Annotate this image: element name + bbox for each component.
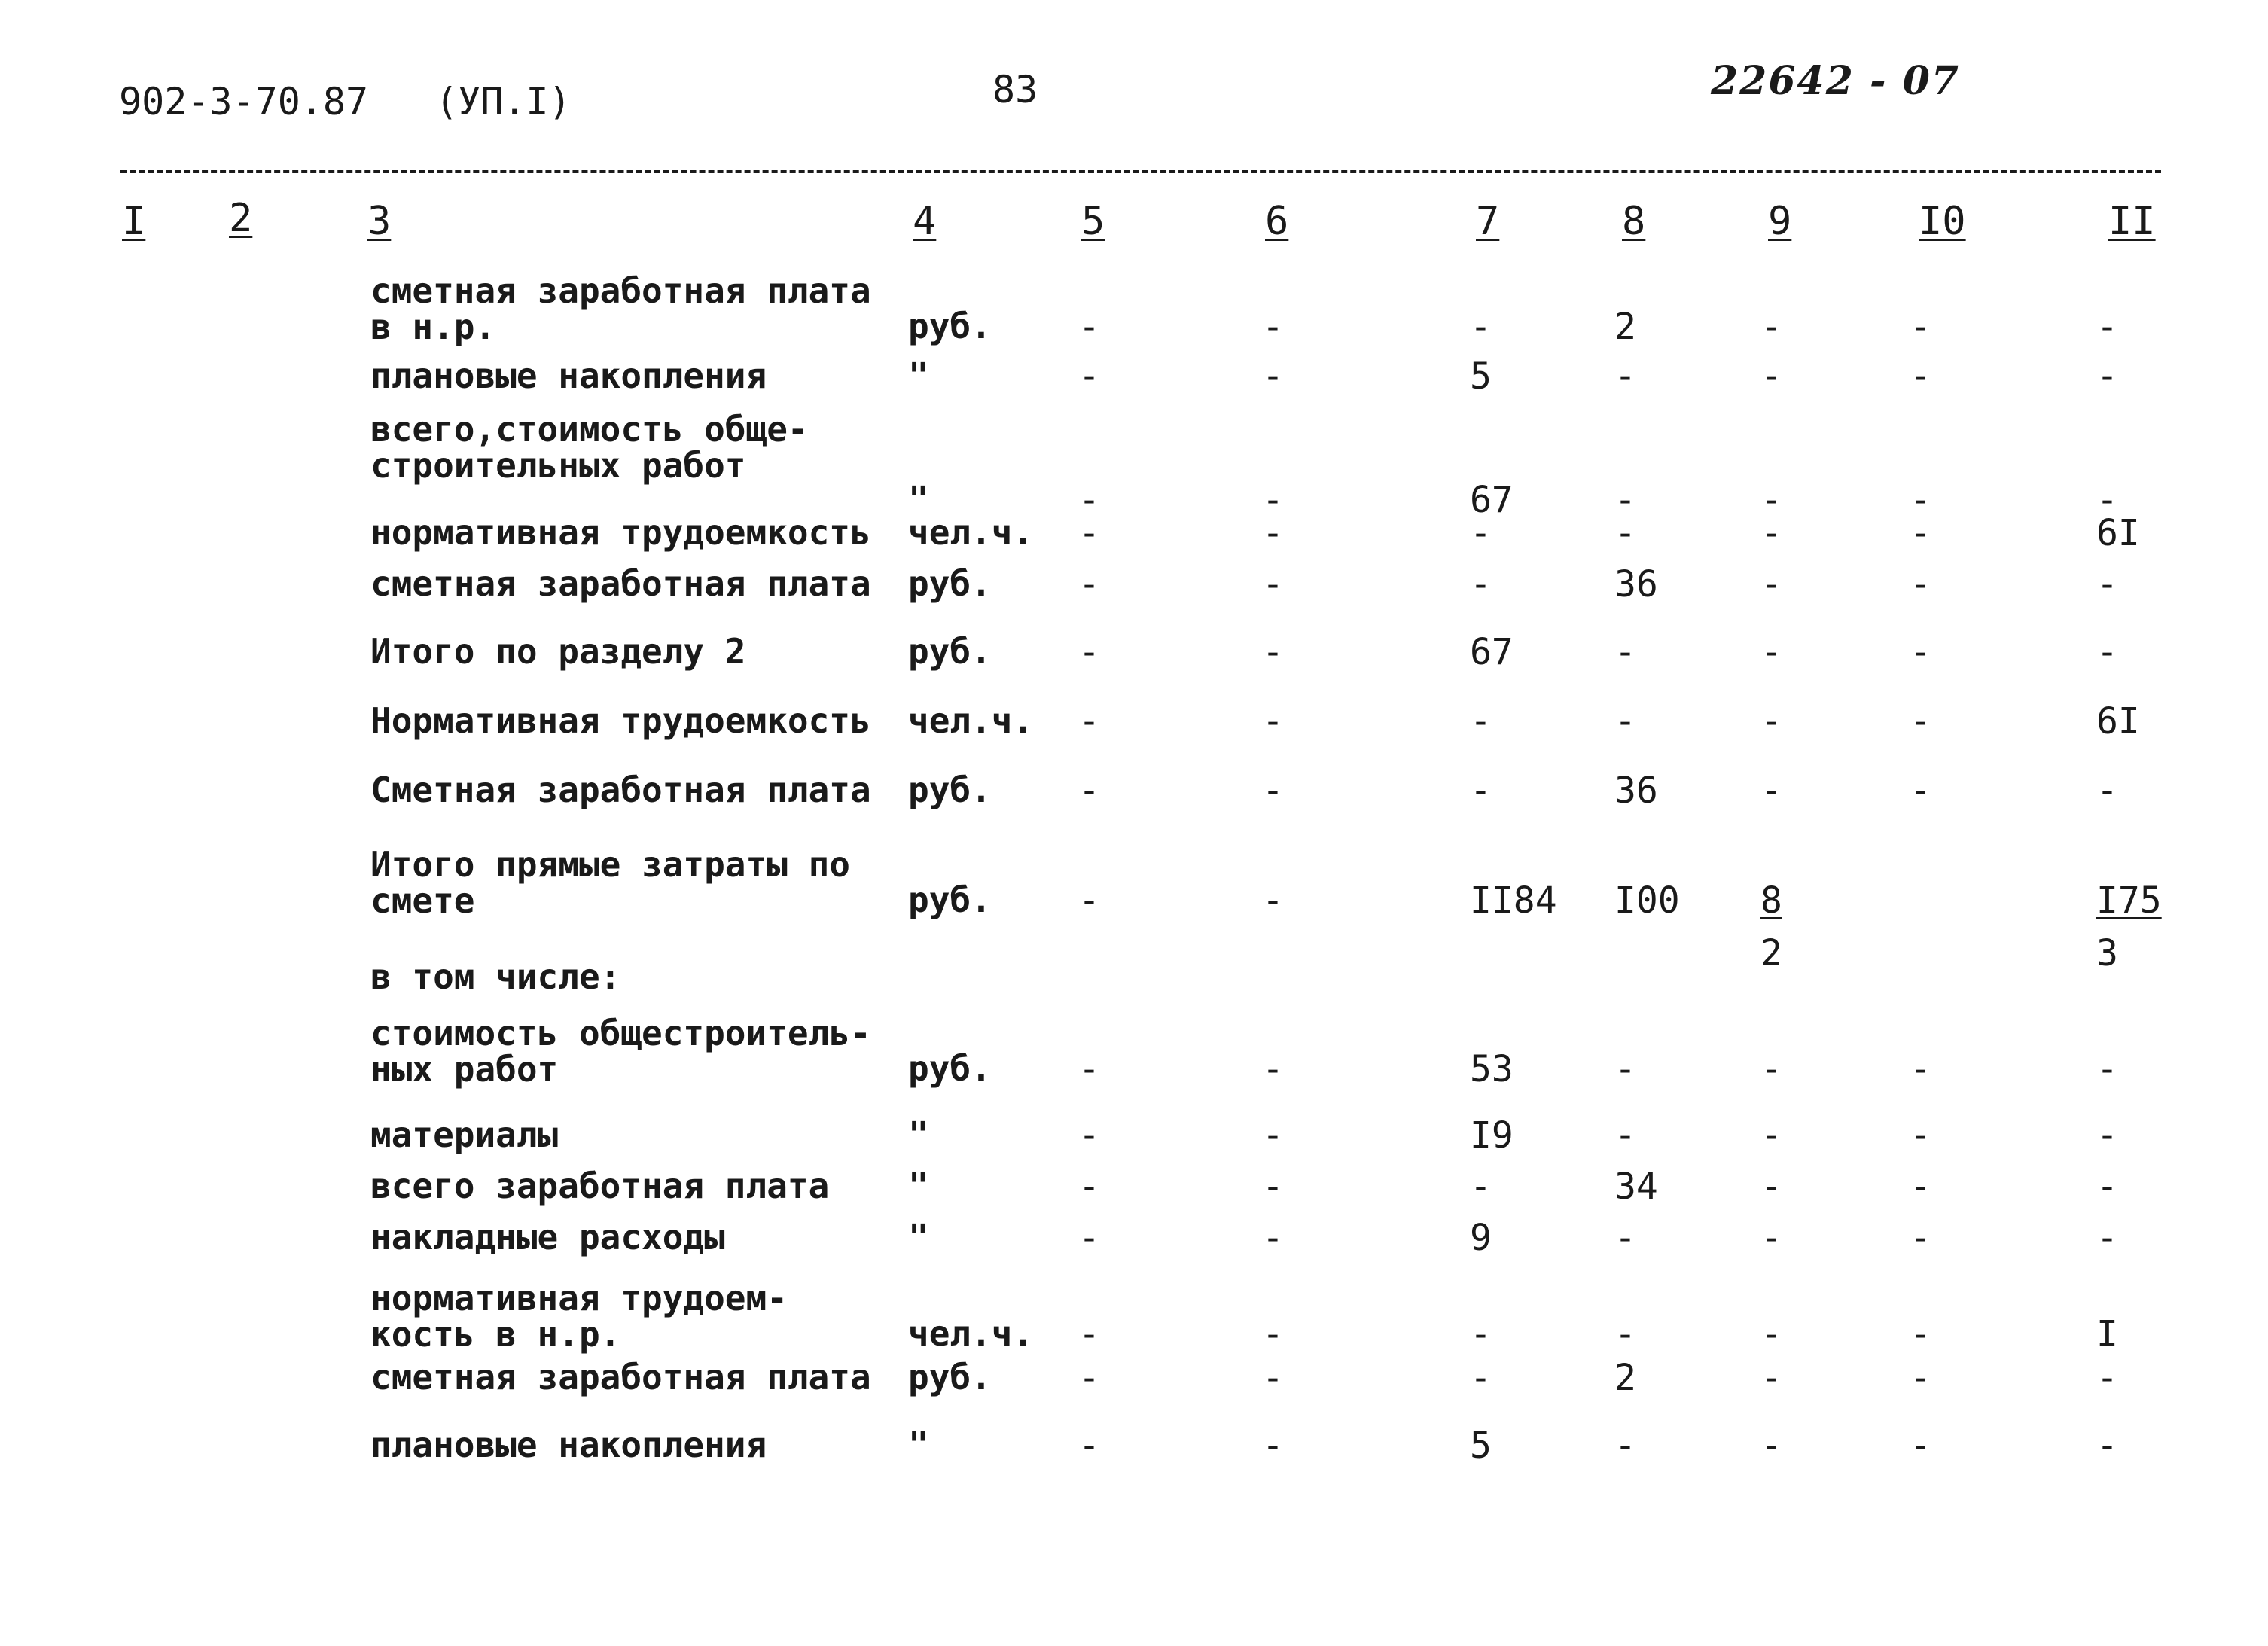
value-cell-c10: - — [1910, 479, 1931, 521]
row-label: плановые накопления — [370, 355, 767, 396]
value-cell-c5: - — [1078, 700, 1100, 742]
value-cell-c8: - — [1614, 1425, 1636, 1467]
unit-cell: руб. — [908, 306, 992, 346]
value-cell-c6: - — [1262, 1048, 1284, 1090]
value-cell-c11: - — [2096, 1357, 2118, 1399]
unit-cell: " — [908, 1425, 929, 1465]
row-label: Итого прямые затраты по смете — [370, 844, 850, 921]
value-cell-c5: - — [1078, 479, 1100, 521]
value-cell-c7: - — [1470, 700, 1492, 742]
value-cell-c8: - — [1614, 700, 1636, 742]
value-cell-c6: - — [1262, 1166, 1284, 1208]
value-cell-c10: - — [1910, 1166, 1931, 1208]
top-rule — [120, 170, 2161, 173]
value-cell-c5: - — [1078, 631, 1100, 673]
value-cell-c5: - — [1078, 306, 1100, 348]
value-cell-c6: - — [1262, 700, 1284, 742]
value-cell-c7: - — [1470, 512, 1492, 554]
value-cell-c11: - — [2096, 631, 2118, 673]
value-cell-c8: I00 — [1614, 879, 1680, 922]
value-cell-c7: 5 — [1470, 355, 1492, 398]
value-cell-c7: - — [1470, 1166, 1492, 1208]
value-cell-c8: - — [1614, 512, 1636, 554]
row-label: стоимость общестроитель- ных работ — [370, 1013, 871, 1090]
value-cell-c11: - — [2096, 1048, 2118, 1090]
value-cell-c7: - — [1470, 306, 1492, 348]
value-cell-c7: - — [1470, 1313, 1492, 1355]
row-label: Итого по разделу 2 — [370, 631, 746, 672]
row-label: нормативная трудоем- кость в н.р. — [370, 1278, 788, 1355]
value-cell-c10: - — [1910, 355, 1931, 398]
value-cell-c7: 9 — [1470, 1217, 1492, 1259]
value-cell-c8: - — [1614, 1217, 1636, 1259]
value-cell-c10: - — [1910, 512, 1931, 554]
value-cell-c8: 36 — [1614, 770, 1658, 812]
value-cell-c11: I — [2096, 1313, 2118, 1355]
unit-cell: чел.ч. — [908, 1313, 1034, 1354]
value-cell-c7: - — [1470, 1357, 1492, 1399]
value-cell-c11: - — [2096, 306, 2118, 348]
value-cell-c5: - — [1078, 1217, 1100, 1259]
unit-cell: " — [908, 1166, 929, 1206]
value-cell-c10: - — [1910, 700, 1931, 742]
value-cell-c8: - — [1614, 479, 1636, 521]
value-cell-c10: - — [1910, 1357, 1931, 1399]
value-cell-c9: - — [1760, 306, 1782, 348]
unit-cell: " — [908, 479, 929, 520]
value-cell-c6: - — [1262, 1114, 1284, 1157]
value-cell-c8: 2 — [1614, 1357, 1636, 1399]
value-cell-c8: - — [1614, 355, 1636, 398]
value-cell-c8: 34 — [1614, 1166, 1658, 1208]
column-number: 4 — [913, 199, 937, 244]
value-cell-c5: - — [1078, 1313, 1100, 1355]
value-cell-c8: - — [1614, 631, 1636, 673]
value-cell-c7: - — [1470, 563, 1492, 605]
value-cell-c9: - — [1760, 479, 1782, 521]
column-number: 6 — [1265, 199, 1289, 244]
value-cell-c9: - — [1760, 700, 1782, 742]
value-cell-c8: - — [1614, 1048, 1636, 1090]
value-cell-c6: - — [1262, 512, 1284, 554]
unit-cell: руб. — [908, 563, 992, 604]
value-cell-c6: - — [1262, 1313, 1284, 1355]
unit-cell: " — [908, 1114, 929, 1155]
value-cell-c7: 67 — [1470, 631, 1514, 673]
fraction-denominator: 2 — [1760, 932, 1782, 974]
fraction-numerator: I75 — [2096, 879, 2162, 922]
value-cell-c10: - — [1910, 563, 1931, 605]
value-cell-c8: - — [1614, 1313, 1636, 1355]
section-code: (УП.I) — [435, 80, 572, 123]
page-number: 83 — [992, 68, 1038, 111]
value-cell-c7: - — [1470, 770, 1492, 812]
value-cell-c9: - — [1760, 1166, 1782, 1208]
value-cell-c9: - — [1760, 1114, 1782, 1157]
row-label: всего,стоимость обще- строительных работ — [370, 409, 809, 486]
value-cell-c8: 2 — [1614, 306, 1636, 348]
fraction-denominator: 3 — [2096, 932, 2118, 974]
row-label: нормативная трудоемкость — [370, 512, 871, 553]
value-cell-c9: - — [1760, 563, 1782, 605]
value-cell-c7: II84 — [1470, 879, 1557, 922]
column-number: 5 — [1081, 199, 1105, 244]
value-cell-c11: - — [2096, 1217, 2118, 1259]
unit-cell: " — [908, 355, 929, 396]
row-label: в том числе: — [370, 956, 621, 997]
column-number: 8 — [1622, 199, 1646, 244]
value-cell-c7: 53 — [1470, 1048, 1514, 1090]
value-cell-c6: - — [1262, 563, 1284, 605]
value-cell-c11: - — [2096, 1166, 2118, 1208]
row-label: Нормативная трудоемкость — [370, 700, 871, 741]
value-cell-c5: - — [1078, 1357, 1100, 1399]
value-cell-c9: - — [1760, 631, 1782, 673]
value-cell-c11: - — [2096, 479, 2118, 521]
unit-cell: руб. — [908, 631, 992, 672]
row-label: накладные расходы — [370, 1217, 725, 1257]
unit-cell: руб. — [908, 879, 992, 920]
unit-cell: " — [908, 1217, 929, 1257]
value-cell-c6: - — [1262, 479, 1284, 521]
value-cell-c5: - — [1078, 879, 1100, 922]
value-cell-c9: - — [1760, 770, 1782, 812]
value-cell-c5: - — [1078, 355, 1100, 398]
value-cell-c11: - — [2096, 355, 2118, 398]
value-cell-c10: - — [1910, 1217, 1931, 1259]
row-label: сметная заработная плата в н.р. — [370, 270, 871, 347]
value-cell-c5: - — [1078, 512, 1100, 554]
unit-cell: руб. — [908, 1357, 992, 1398]
value-cell-c7: I9 — [1470, 1114, 1514, 1157]
value-cell-c9: - — [1760, 1357, 1782, 1399]
row-label: Сметная заработная плата — [370, 770, 871, 810]
value-cell-c9: - — [1760, 1313, 1782, 1355]
value-cell-c7: 5 — [1470, 1425, 1492, 1467]
value-cell-c6: - — [1262, 1217, 1284, 1259]
unit-cell: руб. — [908, 1048, 992, 1089]
value-cell-c9: - — [1760, 1048, 1782, 1090]
value-cell-c5: - — [1078, 770, 1100, 812]
unit-cell: чел.ч. — [908, 700, 1034, 741]
value-cell-c7: 67 — [1470, 479, 1514, 521]
value-cell-c11: - — [2096, 770, 2118, 812]
value-cell-c6: - — [1262, 879, 1284, 922]
value-cell-c10: - — [1910, 1313, 1931, 1355]
row-label: материалы — [370, 1114, 559, 1155]
value-cell-c8: 36 — [1614, 563, 1658, 605]
value-cell-c6: - — [1262, 770, 1284, 812]
column-number: 7 — [1476, 199, 1500, 244]
value-cell-c10: - — [1910, 1425, 1931, 1467]
row-label: сметная заработная плата — [370, 1357, 871, 1398]
column-number: 2 — [229, 196, 253, 241]
fraction-numerator: 8 — [1760, 879, 1782, 922]
value-cell-c10: - — [1910, 1048, 1931, 1090]
value-cell-c6: - — [1262, 306, 1284, 348]
row-label: сметная заработная плата — [370, 563, 871, 604]
value-cell-c11: - — [2096, 1425, 2118, 1467]
document-code: 902-3-70.87 — [119, 80, 369, 123]
column-number: I — [122, 199, 146, 244]
value-cell-c10: - — [1910, 770, 1931, 812]
value-cell-c11: - — [2096, 563, 2118, 605]
handwritten-stamp: 22642 - 07 — [1711, 58, 1961, 104]
value-cell-c6: - — [1262, 1357, 1284, 1399]
value-cell-c9: - — [1760, 1217, 1782, 1259]
unit-cell: руб. — [908, 770, 992, 810]
unit-cell: чел.ч. — [908, 512, 1034, 553]
value-cell-c9: - — [1760, 1425, 1782, 1467]
row-label: плановые накопления — [370, 1425, 767, 1465]
value-cell-c6: - — [1262, 1425, 1284, 1467]
column-number: II — [2108, 199, 2156, 244]
column-number: 9 — [1768, 199, 1792, 244]
column-number: 3 — [367, 199, 392, 244]
value-cell-c6: - — [1262, 631, 1284, 673]
value-cell-c9: - — [1760, 512, 1782, 554]
row-label: всего заработная плата — [370, 1166, 830, 1206]
value-cell-c10: - — [1910, 1114, 1931, 1157]
value-cell-c9: - — [1760, 355, 1782, 398]
value-cell-c6: - — [1262, 355, 1284, 398]
value-cell-c10: - — [1910, 306, 1931, 348]
value-cell-c11: 6I — [2096, 700, 2140, 742]
value-cell-c10: - — [1910, 631, 1931, 673]
value-cell-c11: 6I — [2096, 512, 2140, 554]
value-cell-c5: - — [1078, 1114, 1100, 1157]
value-cell-c8: - — [1614, 1114, 1636, 1157]
value-cell-c5: - — [1078, 1425, 1100, 1467]
value-cell-c5: - — [1078, 1166, 1100, 1208]
value-cell-c5: - — [1078, 1048, 1100, 1090]
value-cell-c5: - — [1078, 563, 1100, 605]
value-cell-c11: - — [2096, 1114, 2118, 1157]
column-number: I0 — [1919, 199, 1966, 244]
